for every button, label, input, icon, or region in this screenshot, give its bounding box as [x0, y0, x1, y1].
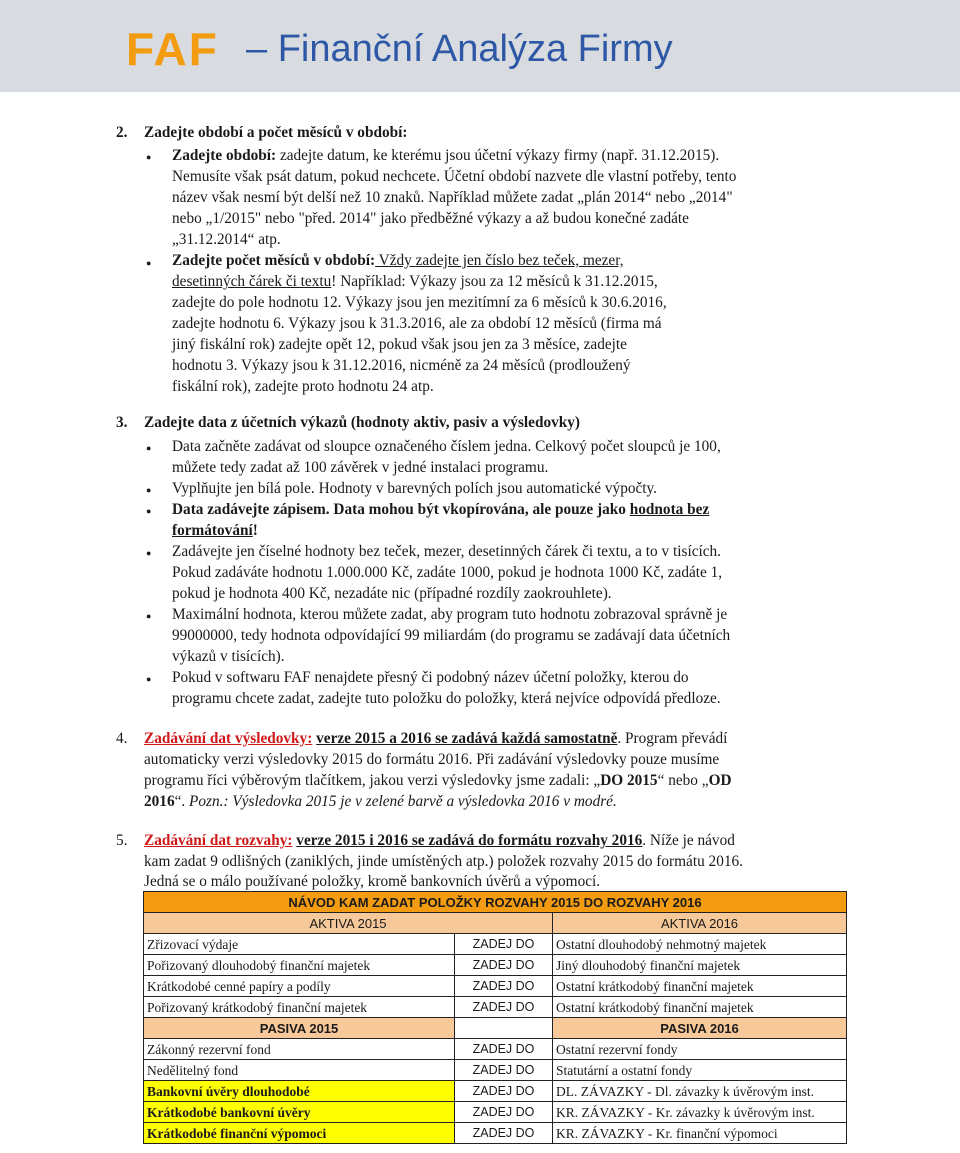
paragraph-line: hodnotu 3. Výkazy jsou k 31.12.2016, nicméně za 24 měsíců (prodloužený [172, 357, 631, 374]
table-cell: Statutární a ostatní fondy [553, 1060, 847, 1081]
paragraph-line: Pokud zadáváte hodnotu 1.000.000 Kč, zadáte 1000, pokud je hodnota 1000 Kč, zadáte 1, [172, 564, 723, 581]
section-heading: Zadejte období a počet měsíců v období: [144, 124, 408, 141]
paragraph-line: Maximální hodnota, kterou můžete zadat, aby program tuto hodnotu zobrazoval správně je [172, 606, 728, 623]
paragraph-line: výkazů v tisících). [172, 648, 285, 665]
table-row [144, 934, 847, 955]
paragraph-line: automaticky verzi výsledovky 2015 do formátu 2016. Při zadávání výsledovky pouze musíme [144, 751, 720, 768]
table-cell: Ostatní dlouhodobý nehmotný majetek [553, 934, 847, 955]
paragraph-line: Zadávání dat výsledovky: verze 2015 a 2016 se zadává každá samostatně. Program převádí [144, 730, 728, 747]
paragraph-line: programu chcete zadat, zadejte tuto položku do položky, která nejvíce odpovídá předloze. [172, 690, 721, 707]
paragraph-line: „31.12.2014“ atp. [172, 231, 281, 248]
paragraph-line: název však nesmí být delší než 10 znaků. Například můžete zadat „plán 2014“ nebo „2014" [172, 189, 733, 206]
paragraph-line: Jedná se o málo používané položky, kromě bankovních úvěrů a výpomocí. [144, 873, 601, 890]
bullet-icon: ● [146, 506, 152, 516]
table-cell: Ostatní rezervní fondy [553, 1039, 847, 1060]
table-title-row [144, 892, 847, 913]
paragraph-line: Nemusíte však psát datum, pokud nechcete. Účetní období nazvete dle vlastní potřeby, tento [172, 168, 737, 185]
paragraph-line: zadejte do pole hodnotu 12. Výkazy jsou jen mezitímní za 6 měsíců k 30.6.2016, [172, 294, 667, 311]
table-row [144, 1039, 847, 1060]
table-cell: Pořizovaný dlouhodobý finanční majetek [144, 955, 455, 976]
paragraph-line: Zadávejte jen číselné hodnoty bez teček, mezer, desetinných čárek či textu, a to v tisících. [172, 543, 721, 560]
table-cell: Jiný dlouhodobý finanční majetek [553, 955, 847, 976]
paragraph-line: 2016“. Pozn.: Výsledovka 2015 je v zelené barvě a výsledovka 2016 v modré. [144, 793, 617, 810]
paragraph-line: fiskální rok), zadejte proto hodnotu 24 atp. [172, 378, 434, 395]
paragraph-line: Data začněte zadávat od sloupce označeného číslem jedna. Celkový počet sloupců je 100, [172, 438, 721, 455]
table-cell: KR. ZÁVAZKY - Kr. závazky k úvěrovým inst. [553, 1102, 847, 1123]
table-cell: Ostatní krátkodobý finanční majetek [553, 997, 847, 1018]
table-cell: KR. ZÁVAZKY - Kr. finanční výpomoci [553, 1123, 847, 1144]
section-number: 2. [116, 124, 128, 141]
paragraph-line: 99000000, tedy hodnota odpovídající 99 miliardám (do programu se zadávají data účetních [172, 627, 731, 644]
table-cell: Krátkodobé cenné papíry a podíly [144, 976, 455, 997]
balance-mapping-table [143, 891, 847, 1144]
table-row [144, 1060, 847, 1081]
paragraph-line: Zadávání dat rozvahy: verze 2015 i 2016 se zadává do formátu rozvahy 2016. Níže je návod [144, 832, 735, 849]
section-number: 5. [116, 832, 128, 849]
table-cell: Bankovní úvěry dlouhodobé [144, 1081, 455, 1102]
table-cell: ZADEJ DO [455, 1123, 553, 1144]
section-heading: Zadejte data z účetních výkazů (hodnoty aktiv, pasiv a výsledovky) [144, 414, 580, 431]
paragraph-line: Vyplňujte jen bílá pole. Hodnoty v barevných polích jsou automatické výpočty. [172, 480, 658, 497]
table-cell: ZADEJ DO [455, 1081, 553, 1102]
paragraph-line: Pokud v softwaru FAF nenajdete přesný či podobný název účetní položky, kterou do [172, 669, 689, 686]
table-cell: Nedělitelný fond [144, 1060, 455, 1081]
bullet-icon: ● [146, 258, 152, 268]
bullet-icon: ● [146, 548, 152, 558]
table-cell: ZADEJ DO [455, 997, 553, 1018]
faf-logo: FAF [126, 23, 219, 75]
bullet-icon: ● [146, 674, 152, 684]
section-number: 3. [116, 414, 128, 431]
table-row [144, 1081, 847, 1102]
bullet-icon: ● [146, 611, 152, 621]
paragraph-line: kam zadat 9 odlišných (zaniklých, jinde umístěných atp.) položek rozvahy 2015 do formátu 2016. [144, 853, 743, 870]
table-cell: Pořizovaný krátkodobý finanční majetek [144, 997, 455, 1018]
table-cell: ZADEJ DO [455, 1039, 553, 1060]
table-cell: Ostatní krátkodobý finanční majetek [553, 976, 847, 997]
bullet-icon: ● [146, 443, 152, 453]
table-row [144, 976, 847, 997]
table-row [144, 1123, 847, 1144]
aktiva-2016-header: AKTIVA 2016 [553, 913, 847, 934]
table-row [144, 997, 847, 1018]
table-cell: ZADEJ DO [455, 955, 553, 976]
table-cell: ZADEJ DO [455, 976, 553, 997]
paragraph-line: Data zadávejte zápisem. Data mohou být vkopírována, ale pouze jako hodnota bez [172, 501, 710, 518]
table-cell: Zákonný rezervní fond [144, 1039, 455, 1060]
table-row [144, 1102, 847, 1123]
header-title: – Finanční Analýza Firmy [246, 28, 673, 70]
table-title: NÁVOD KAM ZADAT POLOŽKY ROZVAHY 2015 DO ROZVAHY 2016 [144, 892, 847, 913]
section-number: 4. [116, 730, 128, 747]
pasiva-2016-header: PASIVA 2016 [553, 1018, 847, 1039]
aktiva-2015-header: AKTIVA 2015 [144, 913, 553, 934]
table-header-row [144, 1018, 847, 1039]
table-header-row [144, 913, 847, 934]
bullet-icon: ● [146, 152, 152, 162]
table-cell: ZADEJ DO [455, 1060, 553, 1081]
paragraph-line: desetinných čárek či textu! Například: Výkazy jsou za 12 měsíců k 31.12.2015, [172, 273, 658, 290]
paragraph-line: pokud je hodnota 400 Kč, nezadáte nic (případné rozdíly zaokrouhlete). [172, 585, 612, 602]
table-cell [455, 1018, 553, 1039]
paragraph-line: zadejte hodnotu 6. Výkazy jsou k 31.3.2016, ale za období 12 měsíců (firma má [172, 315, 662, 332]
table-cell: Krátkodobé bankovní úvěry [144, 1102, 455, 1123]
table-cell: Krátkodobé finanční výpomoci [144, 1123, 455, 1144]
paragraph-line: nebo „1/2015" nebo "před. 2014" jako předběžné výkazy a až budou konečné zadáte [172, 210, 689, 227]
paragraph-line: programu říci výběrovým tlačítkem, jakou verzi výsledovky jsme zadali: „DO 2015“ nebo „OD [144, 772, 732, 789]
table-cell: ZADEJ DO [455, 1102, 553, 1123]
pasiva-2015-header: PASIVA 2015 [144, 1018, 455, 1039]
paragraph-line: můžete tedy zadat až 100 závěrek v jedné instalaci programu. [172, 459, 549, 476]
header-banner [0, 0, 960, 92]
table-cell: Zřizovací výdaje [144, 934, 455, 955]
table-cell: ZADEJ DO [455, 934, 553, 955]
paragraph-line: Zadejte počet měsíců v období: Vždy zadejte jen číslo bez teček, mezer, [172, 252, 624, 269]
paragraph-line: Zadejte období: zadejte datum, ke kterému jsou účetní výkazy firmy (např. 31.12.2015). [172, 147, 720, 164]
bullet-icon: ● [146, 485, 152, 495]
paragraph-line: jiný fiskální rok) zadejte opět 12, pokud však jsou jen za 3 měsíce, zadejte [172, 336, 627, 353]
paragraph-line: formátování! [172, 522, 258, 539]
table-row [144, 955, 847, 976]
table-cell: DL. ZÁVAZKY - Dl. závazky k úvěrovým inst. [553, 1081, 847, 1102]
